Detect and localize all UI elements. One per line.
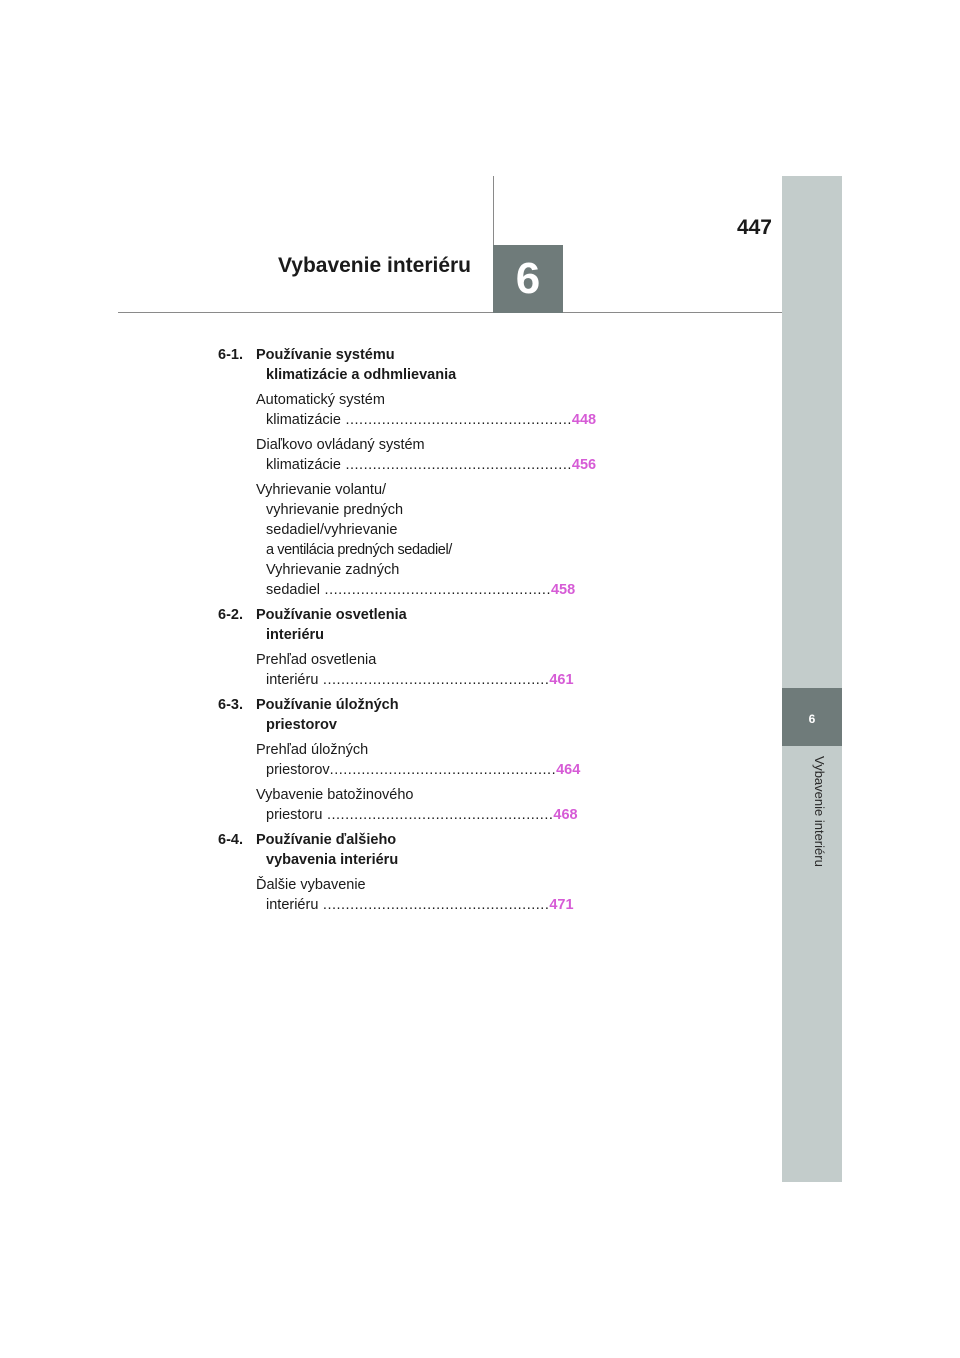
toc-section-6-4 [218,830,468,870]
page-link[interactable]: 456 [571,457,597,473]
toc-section-6-2 [218,605,468,645]
page-link[interactable]: 448 [571,412,597,428]
page-number: 447 [736,216,772,239]
toc-entry[interactable]: Diaľkovo ovládaný systém klimatizácie .................................................. 456 [256,437,597,473]
page-link[interactable]: 471 [549,897,574,913]
section-number: 6-3. [218,697,243,713]
section-title: Používanie úložných priestorov [256,697,399,733]
toc-entry[interactable]: Vyhrievanie volantu/ vyhrievanie predných sedadiel/vyhrievanie a ventilácia predných sedadiel/ Vyhrievanie zadných sedadiel .................................................. 458 [256,482,576,598]
side-bar [782,176,842,1182]
toc-entry[interactable]: Automatický systém klimatizácie .................................................. 448 [256,392,597,428]
section-number: 6-1. [218,347,243,363]
section-title: Používanie systému klimatizácie a odhmlievania [256,347,457,383]
toc-section-6-3 [218,695,468,735]
side-tab-label: Vybavenie interiéru [812,756,827,867]
toc-entry[interactable]: Ďalšie vybavenie interiéru .................................................. 471 [256,877,574,913]
page-link[interactable]: 464 [556,762,581,778]
section-number: 6-2. [218,607,243,623]
page-link[interactable]: 468 [553,807,578,823]
page-link[interactable]: 461 [549,672,574,688]
chapter-title: Vybavenie interiéru [278,254,471,277]
header-vertical-rule [493,176,494,246]
toc-entry[interactable]: Prehľad osvetlenia interiéru .................................................. 461 [256,652,574,688]
side-tab-number: 6 [808,712,816,726]
toc-section-6-1 [218,345,468,385]
header-horizontal-rule [118,312,782,313]
section-number: 6-4. [218,832,243,848]
toc-entry[interactable]: Vybavenie batožinového priestoru .................................................. 468 [256,787,578,823]
table-of-contents [218,345,597,920]
toc-entry[interactable]: Prehľad úložných priestorov .................................................. 464 [256,742,581,778]
section-title: Používanie osvetlenia interiéru [256,607,407,643]
section-title: Používanie ďalšieho vybavenia interiéru [256,832,399,868]
page-link[interactable]: 458 [550,582,576,598]
chapter-number-box: 6 [493,245,563,313]
